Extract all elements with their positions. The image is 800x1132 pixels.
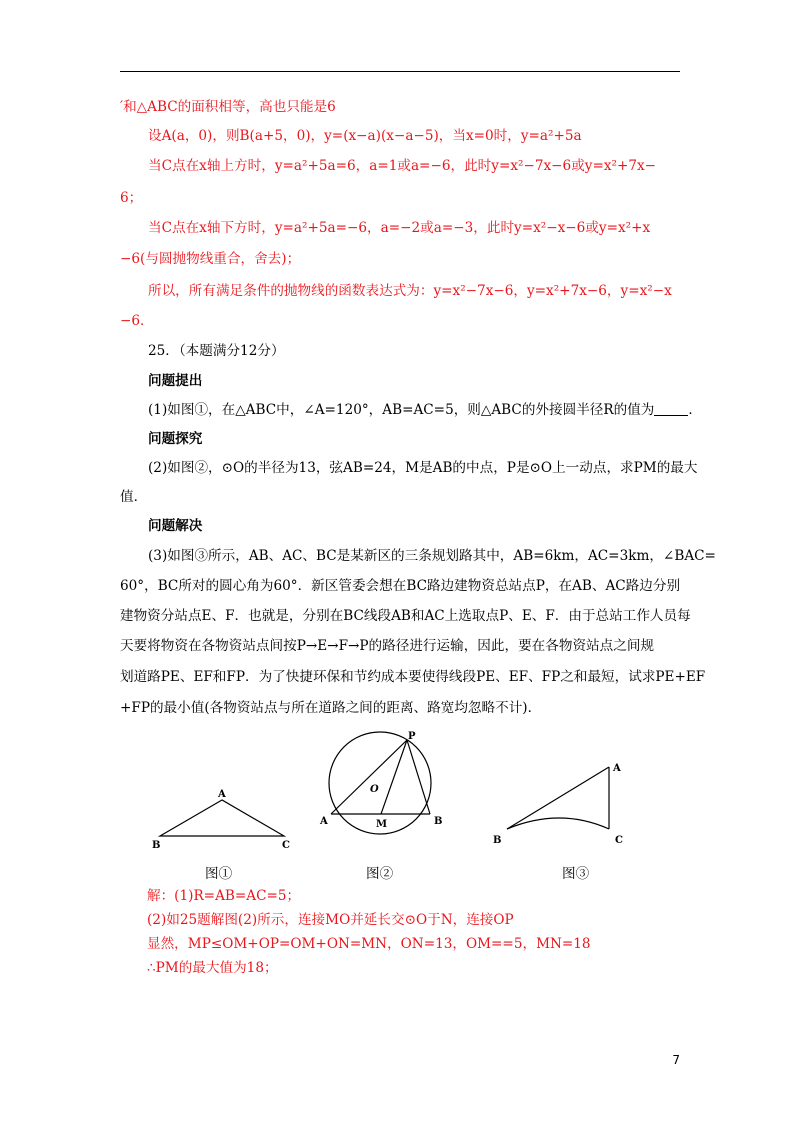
fig2-label-b: B bbox=[434, 816, 443, 827]
question-3-line-5: 划道路PE、EF和FP．为了快捷环保和节约成本要使得线段PE、EF、FP之和最短，试求PE+EF bbox=[120, 669, 706, 685]
prev-solution-line-7: 所以，所有满足条件的抛物线的函数表达式为：y=x²−7x−6，y=x²+7x−6，y=x²−x bbox=[148, 283, 672, 299]
question-3-line-3: 建物资分站点E、F．也就是，分别在BC线段AB和AC上选取点P、E、F．由于总站工作人员每 bbox=[120, 608, 691, 624]
prev-solution-line-6: −6(与圆抛物线重合，舍去)； bbox=[120, 251, 301, 267]
fig3-label-b: B bbox=[493, 835, 502, 846]
question-3-line-1: (3)如图③所示，AB、AC、BC是某新区的三条规划路其中，AB=6km，AC=3km，∠BAC= bbox=[148, 548, 716, 564]
fig2-label-o: O bbox=[370, 784, 379, 795]
fig1-label-c: C bbox=[282, 840, 290, 851]
page-number: 7 bbox=[672, 1053, 680, 1067]
question-2-line-2: 值． bbox=[120, 489, 148, 505]
solution-line-4: ∴PM的最大值为18； bbox=[147, 960, 278, 976]
figure-3-caption: 图③ bbox=[562, 866, 590, 882]
solution-line-3: 显然，MP≤OM+OP=OM+ON=MN，ON=13，OM==5，MN=18 bbox=[147, 936, 591, 952]
question-3-line-2: 60°，BC所对的圆心角为60°．新区管委会想在BC路边建物资总站点P，在AB、AC路边分别 bbox=[120, 578, 681, 594]
figure-3-region bbox=[485, 755, 635, 850]
triangle-abc bbox=[160, 800, 284, 836]
question-3-line-6: +FP的最小值(各物资站点与所在道路之间的距离、路宽均忽略不计)． bbox=[120, 700, 542, 716]
prev-solution-line-4: 6； bbox=[120, 190, 143, 206]
prev-solution-line-8: −6． bbox=[120, 313, 154, 329]
answer-blank bbox=[654, 401, 688, 416]
question-1 bbox=[148, 400, 702, 420]
segment-ap bbox=[331, 740, 407, 814]
figure-2-circle bbox=[310, 728, 450, 838]
figure-2-caption: 图② bbox=[366, 866, 394, 882]
fig1-label-a: A bbox=[218, 789, 226, 800]
question-2-line-1: (2)如图②，⊙O的半径为13，弦AB=24，M是AB的中点，P是⊙O上一动点，求PM的最大 bbox=[148, 460, 698, 476]
prev-solution-line-2: 设A(a，0)，则B(a+5，0)，y=(x−a)(x−a−5)，当x=0时，y=a²+5a bbox=[148, 128, 582, 144]
solution-line-2: (2)如25题解图(2)所示，连接MO并延长交⊙O于N，连接OP bbox=[147, 912, 514, 928]
segment-pm bbox=[381, 740, 407, 814]
heading-problem-explore: 问题探究 bbox=[148, 431, 203, 447]
figure-1-triangle bbox=[140, 780, 300, 855]
fig2-label-m: M bbox=[376, 819, 388, 830]
prev-solution-line-1: ′和△ABC的面积相等，高也只能是6 bbox=[120, 99, 336, 115]
heading-problem-raised: 问题提出 bbox=[148, 373, 203, 389]
question-3-line-4: 天要将物资在各物资站点间按P→E→F→P的路径进行运输，因此，要在各物资站点之间规 bbox=[120, 638, 655, 654]
question-1-end: ． bbox=[688, 402, 702, 418]
solution-line-1: 解：(1)R=AB=AC=5； bbox=[147, 888, 301, 904]
segment-pb bbox=[407, 740, 430, 814]
prev-solution-line-3: 当C点在x轴上方时，y=a²+5a=6，a=1或a=−6，此时y=x²−7x−6或y=x²+7x− bbox=[148, 158, 657, 174]
fig2-label-a: A bbox=[320, 816, 328, 827]
fig1-label-b: B bbox=[152, 840, 161, 851]
prev-solution-line-5: 当C点在x轴下方时，y=a²+5a=−6，a=−2或a=−3，此时y=x²−x−6或y=x²+x bbox=[148, 220, 651, 236]
road-ab bbox=[507, 767, 609, 829]
figure-1-caption: 图① bbox=[205, 866, 233, 882]
heading-problem-solve: 问题解决 bbox=[148, 518, 203, 534]
fig3-label-c: C bbox=[615, 835, 623, 846]
question-1-text: (1)如图①，在△ABC中，∠A=120°，AB=AC=5，则△ABC的外接圆半径R的值为 bbox=[148, 402, 655, 418]
fig2-label-p: P bbox=[408, 731, 416, 742]
header-rule bbox=[120, 71, 680, 72]
fig3-label-a: A bbox=[613, 763, 621, 774]
problem-number: 25．（本题满分12分） bbox=[148, 343, 285, 359]
